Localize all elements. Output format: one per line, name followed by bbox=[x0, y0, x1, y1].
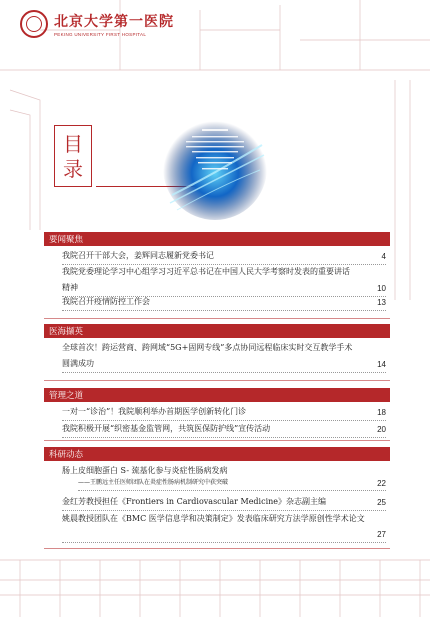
toc-entry-page: 10 bbox=[377, 284, 386, 293]
toc-entry-title: 我院召开干部大会，姜辉同志履新党委书记 bbox=[62, 248, 386, 265]
section-divider bbox=[44, 380, 390, 381]
section-title: 医海撷英 bbox=[49, 326, 84, 336]
toc-entry-page: 4 bbox=[381, 252, 386, 261]
toc-title-char: 录 bbox=[63, 157, 83, 181]
section-title: 要闻聚焦 bbox=[49, 234, 84, 244]
toc-entry[interactable] bbox=[62, 421, 386, 438]
toc-title-char: 目 bbox=[63, 132, 83, 156]
toc-entry-title-line1: 全球首次！跨运营商、跨网域“5G+固网专线”多点协同远程临床实时交互教学手术 bbox=[62, 343, 353, 352]
toc-entry[interactable] bbox=[62, 404, 386, 421]
toc-entry[interactable] bbox=[62, 340, 386, 373]
toc-entry[interactable] bbox=[62, 294, 386, 311]
section-divider bbox=[44, 318, 390, 319]
section-header-news bbox=[44, 232, 390, 246]
cover-image bbox=[162, 115, 268, 221]
toc-entry-page: 14 bbox=[377, 360, 386, 369]
toc-entry-subtitle: ——王鹏远主任医师团队在炎症性肠病机制研究中获突破 bbox=[78, 476, 386, 491]
toc-entry-title-line2 bbox=[62, 527, 386, 543]
toc-entry-title-line2: 圆满成功 bbox=[62, 356, 386, 373]
hospital-logo bbox=[20, 10, 174, 38]
toc-entry-title: 肠上皮细胞蛋白 S- 巯基化参与炎症性肠病发病 bbox=[62, 466, 228, 475]
section-divider bbox=[44, 440, 390, 441]
hospital-seal-icon bbox=[20, 10, 48, 38]
toc-entry-page: 27 bbox=[377, 530, 386, 539]
toc-entry[interactable] bbox=[62, 248, 386, 265]
section-header-highlights bbox=[44, 324, 390, 338]
toc-entry-title: 我院召开疫情防控工作会 bbox=[62, 294, 386, 311]
toc-entry-title-line2: 精神 bbox=[62, 280, 386, 297]
logo-english-name: PEKING UNIVERSITY FIRST HOSPITAL bbox=[54, 32, 147, 37]
toc-entry-title-line1: 我院党委理论学习中心组学习习近平总书记在中国人民大学考察时发表的重要讲话 bbox=[62, 267, 350, 276]
toc-entry-page: 25 bbox=[377, 498, 386, 507]
toc-entry-page: 20 bbox=[377, 425, 386, 434]
toc-entry-page: 18 bbox=[377, 408, 386, 417]
toc-title bbox=[54, 125, 92, 187]
toc-entry-page: 13 bbox=[377, 298, 386, 307]
toc-entry[interactable] bbox=[62, 511, 386, 543]
toc-entry-subtitle-row bbox=[78, 476, 386, 491]
toc-entry-page: 22 bbox=[377, 479, 386, 488]
section-title: 科研动态 bbox=[49, 449, 84, 459]
section-header-management bbox=[44, 388, 390, 402]
section-header-research bbox=[44, 447, 390, 461]
toc-entry-title-line1: 姚晨教授团队在《BMC 医学信息学和决策制定》发表临床研究方法学原创性学术论文 bbox=[62, 514, 365, 523]
toc-entry-title: 金红芳教授担任《Frontiers in Cardiovascular Medicine》杂志副主编 bbox=[62, 494, 386, 511]
logo-chinese-name: 北京大学第一医院 bbox=[54, 14, 174, 30]
section-title: 管理之道 bbox=[49, 390, 84, 400]
toc-entry[interactable] bbox=[62, 494, 386, 511]
toc-entry-title: 我院积极开展“织密基金监管网，共筑医保防护线”宣传活动 bbox=[62, 421, 386, 438]
toc-entry-title: 一对一“诊治”！我院顺利举办首期医学创新转化门诊 bbox=[62, 404, 386, 421]
toc-entry[interactable] bbox=[62, 264, 386, 297]
section-divider bbox=[44, 548, 390, 549]
